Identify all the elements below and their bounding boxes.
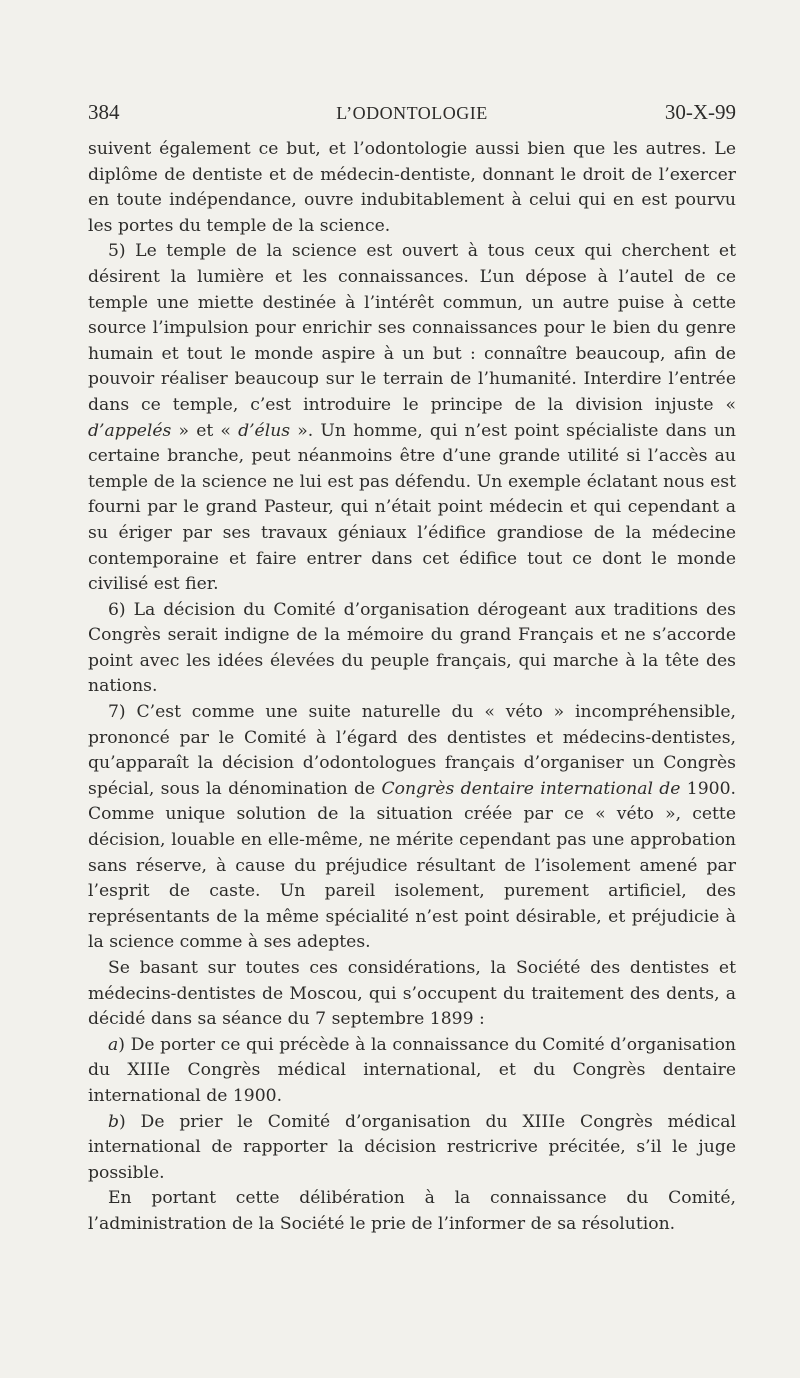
- paragraph-closing: En portant cette délibération à la connaissance du Comité, l’administration de la Société le prie de l’informer de sa résolution.: [88, 1188, 736, 1234]
- paragraph-resolution-intro: Se basant sur toutes ces considérations, la Société des dentistes et médecins-dentistes de Moscou, qui s’occupent du traitement des dents, a décidé dans sa séance du 7 septembre 1899 :: [88, 958, 736, 1030]
- paragraph-item-a: a) De porter ce qui précède à la connaissance du Comité d’organisation du XIIIe Congrès médical international, et du Congrès dentaire international de 1900.: [88, 1034, 736, 1106]
- page-number: 384: [88, 100, 120, 124]
- paragraph-item-b: b) De prier le Comité d’organisation du XIIIe Congrès médical international de rapporter la décision restricrive précitée, s’il le juge possible.: [88, 1111, 736, 1183]
- paragraph-point-6: 6) La décision du Comité d’organisation dérogeant aux traditions des Congrès serait indigne de la mémoire du grand Français et ne s’accorde point avec les idées élevées du peuple français, qui marche à la tête des nations.: [88, 599, 736, 697]
- item-letter-a: a: [108, 1034, 119, 1055]
- article-body: [88, 137, 736, 1238]
- emphasis-congres-title: Congrès dentaire international de: [381, 778, 681, 799]
- emphasis-appeles: d’appelés: [88, 420, 172, 441]
- paragraph-continuation: suivent également ce but, et l’odontologie aussi bien que les autres. Le diplôme de dentiste et de médecin-dentiste, donnant le droit de l’exercer en toute indépendance, ouvre indubitablement à celui qui en est pourvu les portes du temple de la science.: [88, 139, 736, 236]
- issue-date: 30-X-99: [664, 100, 736, 124]
- item-letter-b: b: [108, 1111, 120, 1132]
- emphasis-elus: d’élus: [238, 420, 291, 441]
- paragraph-point-5: 5) Le temple de la science est ouvert à tous ceux qui cherchent et désirent la lumière et les connaissances. L’un dépose à l’autel de ce temple une miette destinée à l’intérêt commun, un autre puise à cette source l’impulsion pour enrichir ses connaissances pour le bien du genre humain et tout le monde aspire à un but : connaître beaucoup, afin de pouvoir réaliser beaucoup sur le terrain de l’humanité. Interdire l’entrée dans ce temple, c’est introduire le principe de la division injuste « d’appelés » et « d’élus ». Un homme, qui n’est point spécialiste dans un certaine branche, peut néanmoins être d’une grande utilité si l’accès au temple de la science ne lui est pas défendu. Un exemple éclatant nous est fourni par le grand Pasteur, qui n’était point médecin et qui cependant a su ériger par ses travaux géniaux l’édifice grandiose de la médecine contemporaine et faire entrer dans cet édifice tout ce dont le monde civilisé est fier.: [88, 241, 736, 595]
- running-title: L’ODONTOLOGIE: [336, 103, 488, 123]
- page-header: [88, 100, 736, 130]
- paragraph-point-7: 7) C’est comme une suite naturelle du « véto » incompréhensible, prononcé par le Comité à l’égard des dentistes et médecins-dentistes, qu’apparaît la décision d’odontologues français d’organiser un Congrès spécial, sous la dénomination de Congrès dentaire international de 1900. Comme unique solution de la situation créée par ce « véto », cette décision, louable en elle-même, ne mérite cependant pas une approbation sans réserve, à cause du préjudice résultant de l’isolement amené par l’esprit de caste. Un pareil isolement, purement artificiel, des représentants de la même spécialité n’est point désirable, et préjudicie à la science comme à ses adeptes.: [88, 702, 736, 953]
